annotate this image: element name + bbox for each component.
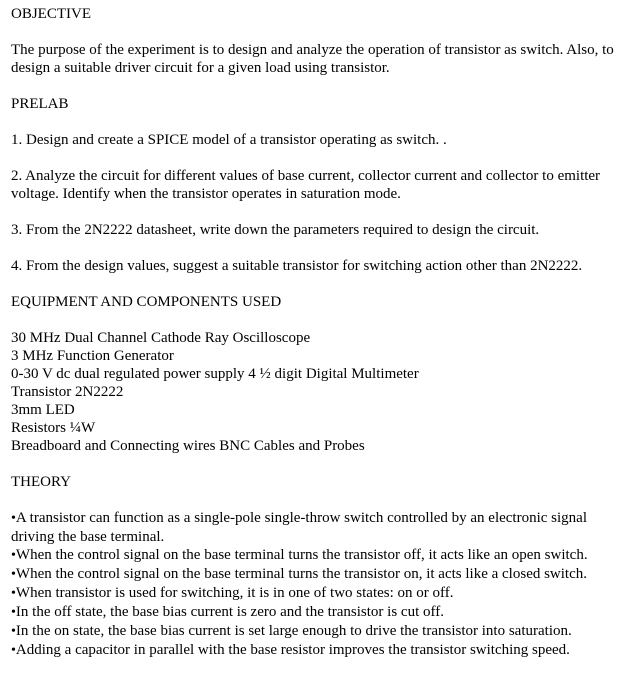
bullet-icon: •	[11, 605, 16, 620]
bullet-icon: •	[11, 511, 16, 526]
prelab-section	[11, 95, 631, 275]
theory-item	[11, 546, 631, 565]
equipment-item: Resistors ¼W	[11, 420, 96, 436]
prelab-item-3: 3. From the 2N2222 datasheet, write down the parameters required to design the circuit.	[11, 222, 540, 238]
document	[11, 5, 631, 660]
bullet-icon: •	[11, 586, 16, 601]
prelab-item-4: 4. From the design values, suggest a suitable transistor for switching action other than 2N2222.	[11, 258, 583, 274]
theory-section	[11, 473, 631, 660]
prelab-item-1: 1. Design and create a SPICE model of a transistor operating as switch. .	[11, 132, 447, 148]
theory-item	[11, 509, 631, 546]
equipment-item: Breadboard and Connecting wires BNC Cables and Probes	[11, 438, 365, 454]
objective-text: The purpose of the experiment is to design and analyze the operation of transistor as switch. Also, to design a suitable driver circuit for a given load using transistor.	[11, 42, 614, 76]
theory-item-text: When the control signal on the base terminal turns the transistor on, it acts like a closed switch.	[15, 566, 588, 582]
equipment-heading: EQUIPMENT AND COMPONENTS USED	[11, 294, 282, 310]
theory-item-text: Adding a capacitor in parallel with the base resistor improves the transistor switching speed.	[15, 642, 570, 658]
equipment-item: 30 MHz Dual Channel Cathode Ray Oscilloscope	[11, 330, 311, 346]
theory-item-text: When the control signal on the base terminal turns the transistor off, it acts like an open switch.	[15, 547, 588, 563]
theory-item	[11, 641, 631, 660]
bullet-icon: •	[11, 567, 16, 582]
objective-section	[11, 5, 631, 77]
theory-item	[11, 622, 631, 641]
theory-item-text: In the off state, the base bias current is zero and the transistor is cut off.	[15, 604, 444, 620]
theory-item-text: A transistor can function as a single-pole single-throw switch controlled by an electronic signal driving the base terminal.	[11, 510, 588, 545]
prelab-item-2: 2. Analyze the circuit for different values of base current, collector current and collector to emitter voltage. Identify when the transistor operates in saturation mode.	[11, 168, 601, 202]
equipment-item: 3mm LED	[11, 402, 75, 418]
theory-item-text: When transistor is used for switching, it is in one of two states: on or off.	[15, 585, 454, 601]
objective-heading: OBJECTIVE	[11, 6, 91, 22]
theory-item-text: In the on state, the base bias current is set large enough to drive the transistor into saturation.	[15, 623, 572, 639]
theory-item	[11, 565, 631, 584]
bullet-icon: •	[11, 643, 16, 658]
equipment-section	[11, 293, 631, 455]
theory-item	[11, 603, 631, 622]
theory-item	[11, 584, 631, 603]
prelab-heading: PRELAB	[11, 96, 69, 112]
equipment-item: Transistor 2N2222	[11, 384, 124, 400]
bullet-icon: •	[11, 624, 16, 639]
equipment-item: 0-30 V dc dual regulated power supply 4 ½ digit Digital Multimeter	[11, 366, 419, 382]
theory-heading: THEORY	[11, 474, 71, 490]
equipment-item: 3 MHz Function Generator	[11, 348, 174, 364]
bullet-icon: •	[11, 548, 16, 563]
